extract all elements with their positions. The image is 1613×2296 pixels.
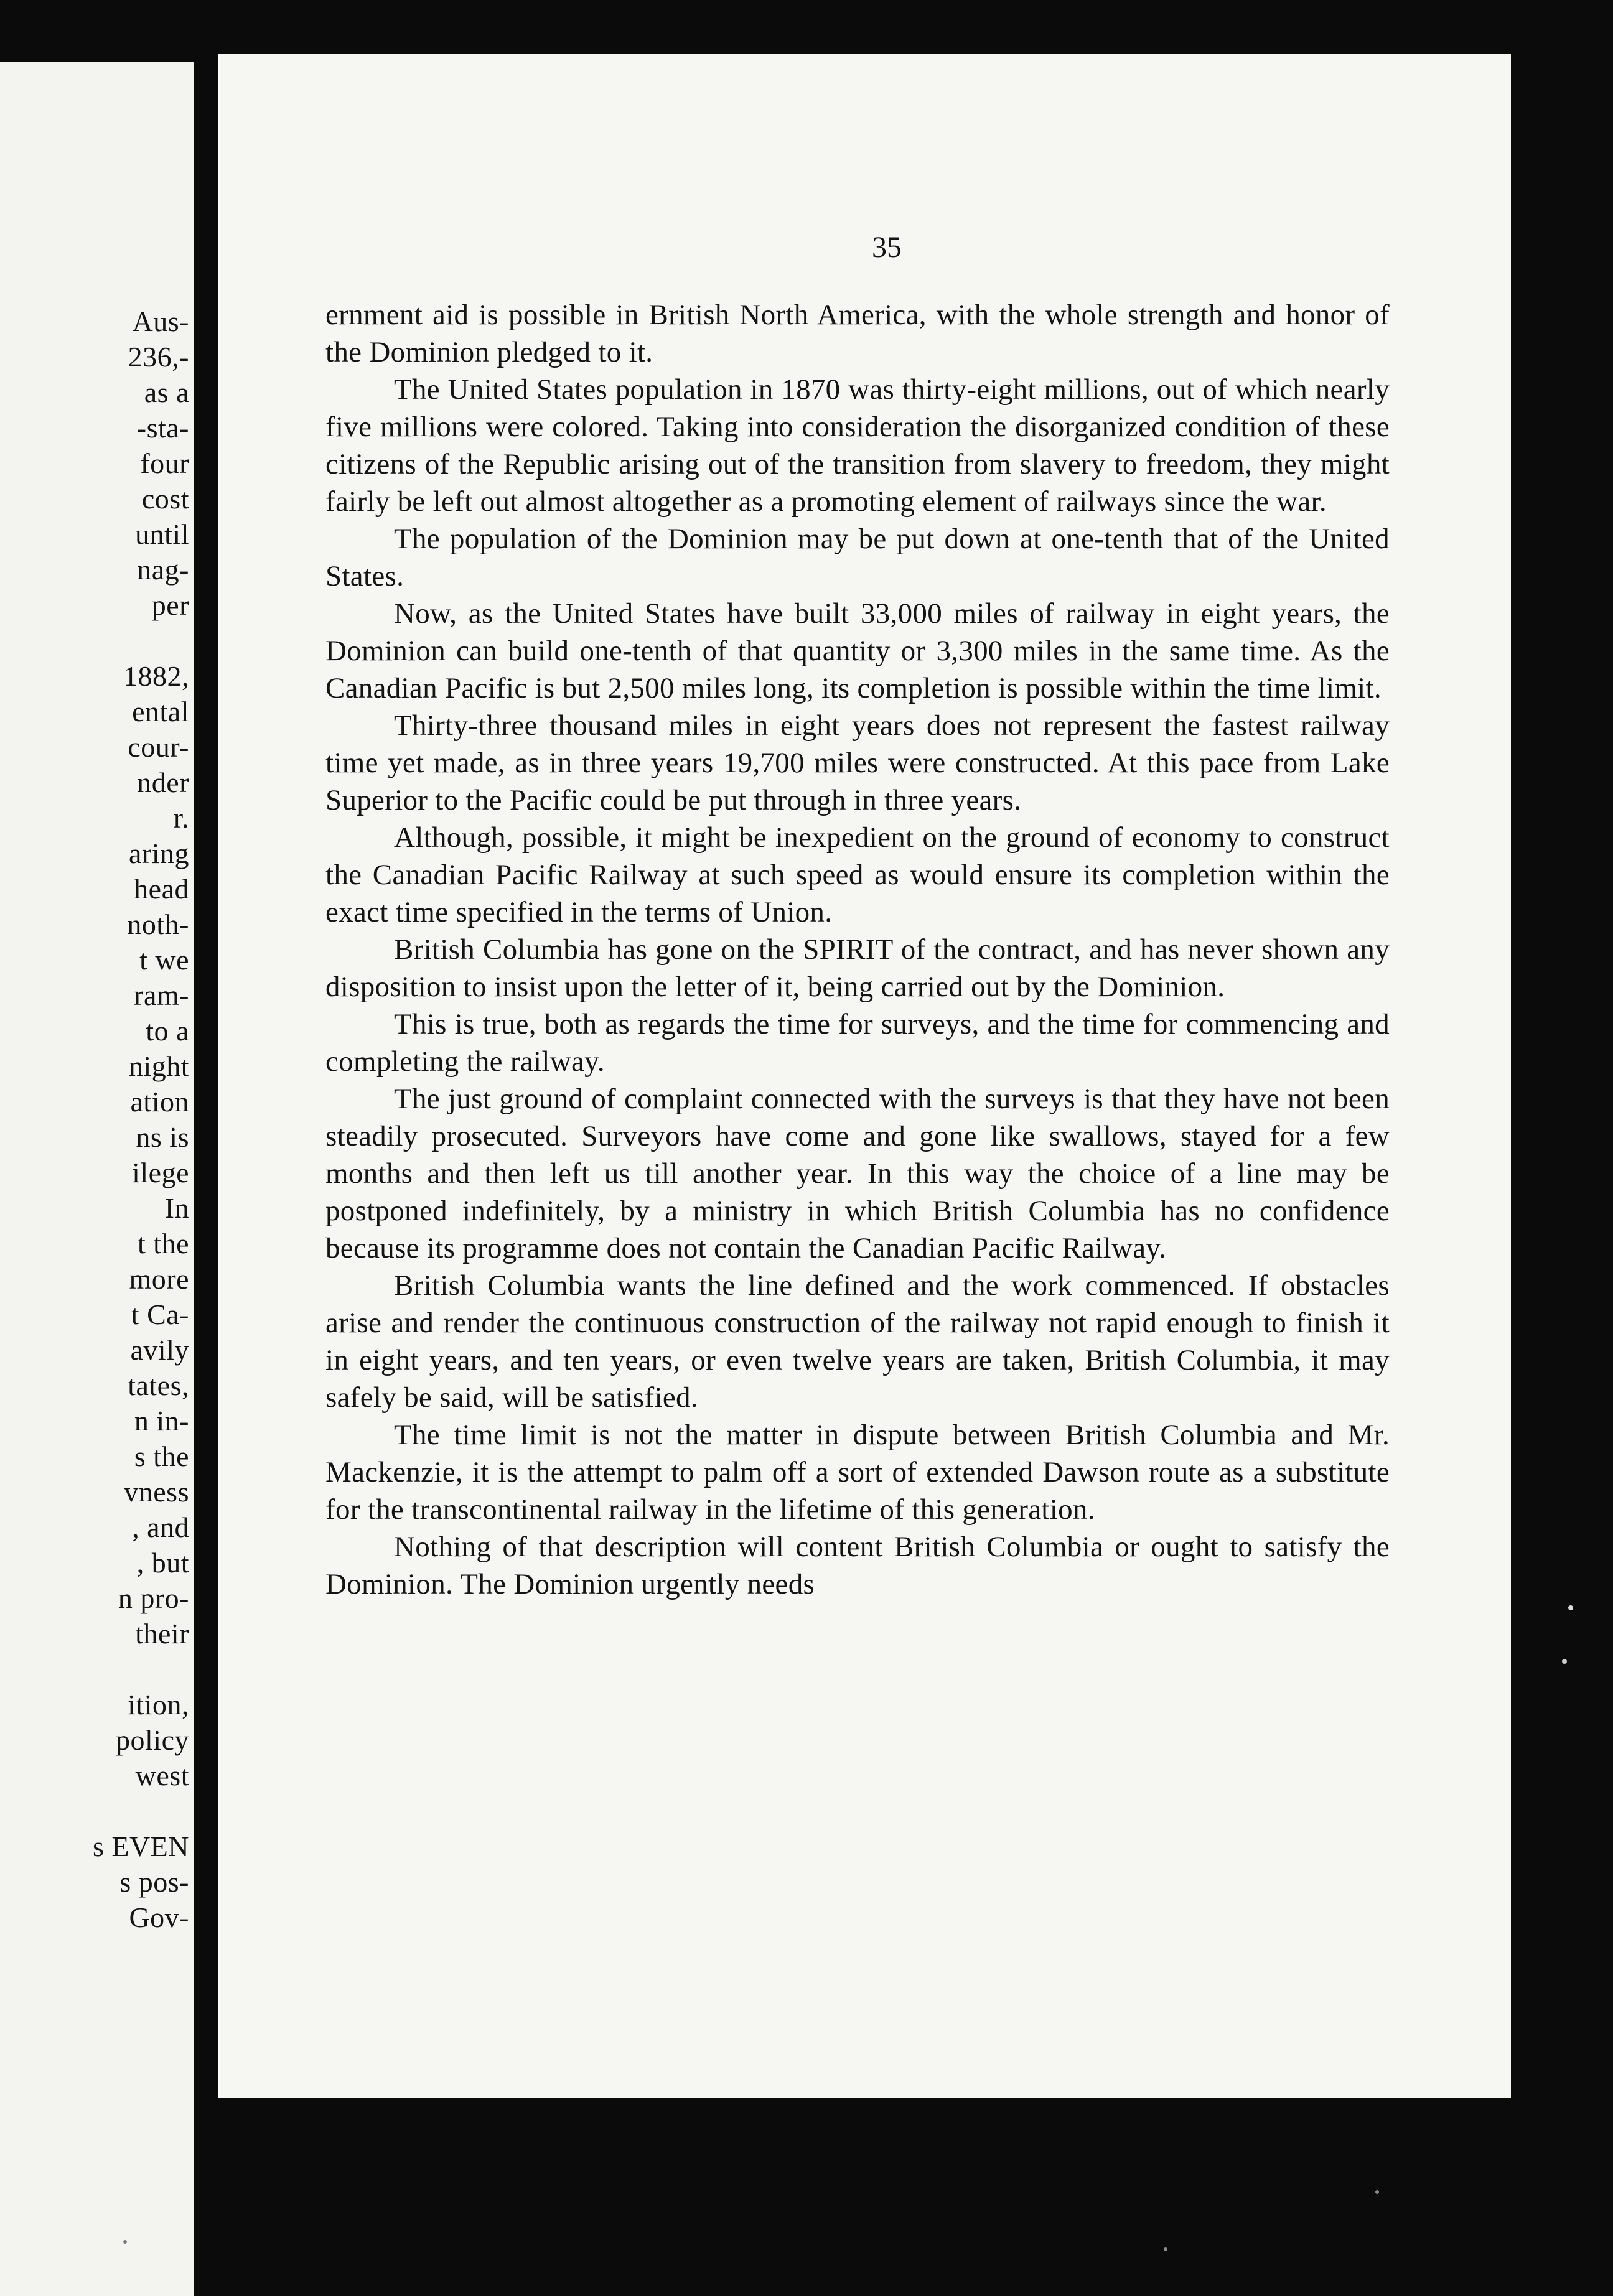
facing-page-line: tates, <box>128 1370 189 1401</box>
facing-page-line: policy <box>116 1724 189 1756</box>
paragraph: ernment aid is possible in British North America, with the whole strength and honor of the Dominion pledged to it. <box>325 299 1390 368</box>
body-text <box>325 296 1390 1603</box>
paper-speck <box>1568 1605 1573 1610</box>
facing-page-line: , but <box>136 1547 189 1579</box>
paragraph: The just ground of complaint connected with the surveys is that they have not been steadily prosecuted. Surveyors have come and gone like swallows, stayed for a few months and then left us till another year. In this way the choice of a line may be postponed indefinitely, by a ministry in which British Columbia has no confidence because its programme does not contain the Canadian Pacific Railway. <box>325 1083 1390 1264</box>
facing-page-line: until <box>135 518 189 550</box>
facing-page-line: nder <box>137 767 189 798</box>
facing-page-line: 236,- <box>128 341 189 373</box>
paragraph: Thirty-three thousand miles in eight years does not represent the fastest railway time yet made, as in three years 19,700 miles were constructed. At this pace from Lake Superior to the Pacific could be put through in three years. <box>325 709 1390 816</box>
facing-page <box>0 62 194 2296</box>
facing-page-line: t Ca- <box>131 1299 189 1330</box>
facing-page-line: vness <box>124 1476 189 1508</box>
facing-page-line: t the <box>138 1228 189 1259</box>
facing-page-line: ental <box>132 696 189 727</box>
paragraph: Although, possible, it might be inexpedient on the ground of economy to construct the Canadian Pacific Railway at such speed as would ensure its completion within the exact time specified in the terms of Union. <box>325 821 1390 928</box>
facing-page-line: to a <box>146 1015 189 1047</box>
paper-speck <box>1164 2247 1167 2251</box>
facing-page-line: s pos- <box>119 1866 189 1898</box>
facing-page-line <box>2 623 189 658</box>
paragraph: Now, as the United States have built 33,000 miles of railway in eight years, the Dominion can build one-tenth of that quantity or 3,300 miles in the same time. As the Canadian Pacific is but 2,500 miles long, its completion is possible within the time limit. <box>325 597 1390 704</box>
paragraph: The time limit is not the matter in dispute between British Columbia and Mr. Mackenzie, it is the attempt to palm off a sort of extended Dawson route as a substitute for the transcontinental railway in the lifetime of this generation. <box>325 1419 1390 1526</box>
facing-page-line: n pro- <box>118 1582 189 1614</box>
facing-page-line: Gov- <box>129 1902 189 1933</box>
paragraph: British Columbia wants the line defined and the work commenced. If obstacles arise and render the continuous construction of the railway not rapid enough to finish it in eight years, and ten years, or even twelve years are taken, British Columbia, it may safely be said, will be satisfied. <box>325 1269 1390 1414</box>
facing-page-line: west <box>135 1760 189 1791</box>
paragraph: British Columbia has gone on the SPIRIT of the contract, and has never shown any disposition to insist upon the letter of it, being carried out by the Dominion. <box>325 933 1390 1003</box>
page-number: 35 <box>872 231 902 264</box>
facing-page-line: n in- <box>134 1405 189 1437</box>
facing-page-line: ram- <box>134 979 189 1011</box>
facing-page-line: r. <box>173 802 189 834</box>
facing-page-line <box>2 1651 189 1687</box>
facing-page-line: ation <box>130 1086 189 1118</box>
facing-page-line: more <box>129 1263 189 1295</box>
facing-page-line: 1882, <box>123 660 189 692</box>
facing-page-line: ns is <box>136 1121 189 1153</box>
facing-page-line: aring <box>128 838 189 869</box>
facing-page-text <box>2 304 189 1935</box>
paragraph: The United States population in 1870 was thirty-eight millions, out of which nearly five millions were colored. Taking into consideration the disorganized condition of these citizens of the Republic arising out of the transition from slavery to freedom, they might fairly be left out almost altogether as a promoting element of railways since the war. <box>325 373 1390 518</box>
facing-page-line: their <box>135 1618 189 1650</box>
facing-page-line: -sta- <box>136 412 189 444</box>
facing-page-line: cour- <box>128 731 189 763</box>
facing-page-line: s the <box>134 1440 189 1472</box>
facing-page-line: per <box>151 589 189 621</box>
facing-page-line: four <box>140 447 189 479</box>
facing-page-line: head <box>134 873 189 905</box>
facing-page-line: t we <box>139 944 189 976</box>
facing-page-line: Aus- <box>132 306 189 337</box>
paper-speck <box>123 2240 127 2244</box>
facing-page-line: nag- <box>137 554 189 586</box>
paragraph: This is true, both as regards the time for surveys, and the time for commencing and completing the railway. <box>325 1008 1390 1078</box>
facing-page-line: night <box>128 1050 189 1082</box>
paper-speck <box>1562 1659 1567 1664</box>
book-page <box>218 54 1511 2098</box>
facing-page-line: s EVEN <box>92 1831 189 1862</box>
facing-page-line: as a <box>144 376 189 408</box>
paper-speck <box>1375 2190 1379 2194</box>
facing-page-line <box>2 1793 189 1829</box>
facing-page-line: ition, <box>128 1689 189 1720</box>
facing-page-line: avily <box>130 1334 189 1366</box>
paragraph: The population of the Dominion may be put down at one-tenth that of the United States. <box>325 523 1390 592</box>
facing-page-line: In <box>164 1192 189 1224</box>
paragraph: Nothing of that description will content British Columbia or ought to satisfy the Dominion. The Dominion urgently needs <box>325 1531 1390 1600</box>
facing-page-line: ilege <box>132 1157 189 1188</box>
facing-page-line: noth- <box>127 908 189 940</box>
facing-page-line: cost <box>141 483 189 515</box>
facing-page-line: , and <box>132 1511 189 1543</box>
